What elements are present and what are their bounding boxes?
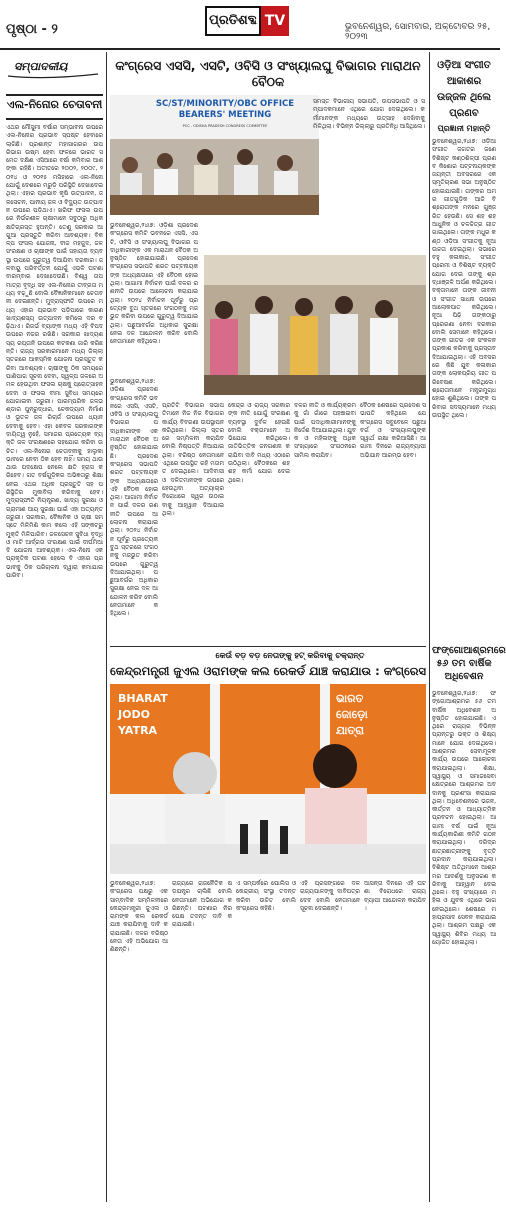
second-body-col2: ରାଜ୍ୟରେ ରାଜନୈତିକ ଷଡ଼ଯନ୍ତ୍ର ଚାଲିଛି ବୋଲି ନେତାମାନେ ଅଭିଯୋଗ କରିଛନ୍ତି। ଘଟଣାର ନିରପେକ୍ଷ ତଦନ୍ତ ଦାବି କରାଯାଇଛି।: [172, 880, 232, 929]
lead-banner-sub: PCC - ODISHA PRADESH CONGRESS COMMITTEE: [182, 124, 268, 128]
bharat-word-5: ଜୋଡ଼ୋ: [336, 708, 368, 721]
right-top-byline: ପ୍ରଜ୍ଞାନୀ ମହାନ୍ତି: [437, 124, 491, 133]
lead-body-col1b: ଭୁବନେଶ୍ୱର,୨୪ା୭: ଓଡ଼ିଶା ପ୍ରଦେଶ କଂଗ୍ରେସ କମିଟି ଭବନରେ ଏସସି, ଏସଟି, ଓବିସି ଓ ସଂଖ୍ୟାଲଘୁ ବିଭାଗର ପଦାଧିକାରୀଙ୍କ ଏକ ମାରାଥନ ବୈଠକ ଅନୁଷ୍ଠିତ ହୋଇଯାଇଛି। ପ୍ରଦେଶ କଂଗ୍ରେସ ସଭାପତି ଶରତ ପଟ୍ଟନାୟକଙ୍କ ଅଧ୍ୟକ୍ଷତାରେ ଏହି ବୈଠକ ହୋଇଥିଲା। ଆଗାମୀ ନିର୍ବାଚନ ପାଇଁ ଦଳର ରଣନୀତି ଉପରେ ଆଲୋଚନା କରାଯାଇଥିଲା। ୨୦୨୪ ନିର୍ବାଚନ ପୂର୍ବରୁ ପ୍ରତ୍ୟେକ ବୁଥ ସ୍ତରରେ ସଂଗଠନକୁ ମଜଭୁତ କରିବା ଉପରେ ଗୁରୁତ୍ୱ ଦିଆଯାଇଥିଲା। ପଛୁଆବର୍ଗର ଅଧିକାର ସୁରକ୍ଷା ନେଇ ଦଳ ଆନ୍ଦୋଳନ କରିବ ବୋଲି ନେତାମାନେ କହିଥିଲେ।: [110, 378, 158, 618]
right-mid-headline: ଫଙ୍ଗୋଆଶ୍ରମରେ ୫୬ ତମ ବାର୍ଷିକ ଅଧିବେଶନ: [432, 645, 506, 682]
bharat-word-3: YATRA: [118, 724, 158, 737]
editorial-body: ଏଥର ମୌସୁମୀ ବର୍ଷାର ସମ୍ଭାବନା ଉପରେ ଏଲ-ନିନୋର ପ୍ରଭାବ ସ୍ପଷ୍ଟ ହେବାରେ ଲାଗିଛି। ପ୍ରଶାନ୍ତ ମହାସାଗରର ଉପରିଭାଗ ଉଷ୍ମ ହେବା ଫଳରେ ଭାରତ ସମେତ ଦକ୍ଷିଣ ଏସିଆରେ ବର୍ଷା କମିବାର ଆଶଙ୍କା ରହିଛି। ଅତୀତରେ ୨୦୦୨, ୨୦୦୯, ୨୦୧୪ ଓ ୨୦୧୫ ମସିହାରେ ଏଲ-ନିନୋ ଯୋଗୁଁ ଦେଶରେ ମରୁଡ଼ି ପରିସ୍ଥିତି ଦେଖାଦେଇଥିଲା। ଏହାର ପ୍ରଭାବ କୃଷି ଉତ୍ପାଦନ, ଜଳସେଚନ, ପାନୀୟ ଜଳ ଓ ବିଦ୍ୟୁତ ଉତ୍ପାଦନ ଉପରେ ପଡ଼ିଥାଏ। ଖରିଫ ଫସଲ ଉପରେ ନିର୍ଭରଶୀଳ ଚାଷୀମାନେ ସବୁଠାରୁ ଅଧିକ କ୍ଷତିଗ୍ରସ୍ତ ହୁଅନ୍ତି। ତେଣୁ ସରକାର ଆଗୁଆ ପ୍ରସ୍ତୁତି କରିବା ଆବଶ୍ୟକ। ବିକଳ୍ପ ଫସଲ ଯୋଜନା, ବୀଜ ମହଜୁଦ, ଜଳ ସଂରକ୍ଷଣ ଓ ଚାଷୀଙ୍କ ପାଇଁ ସହାୟତା ବ୍ୟବସ୍ଥା ଉପରେ ଗୁରୁତ୍ୱ ଦିଆଯିବା ଦରକାର। ଜଳବାୟୁ ପରିବର୍ତ୍ତନ ଯୋଗୁଁ ଏଭଳି ଘଟଣା ବାରମ୍ବାର ଦେଖାଦେଉଛି। ବିଶ୍ୱ ତାପମାତ୍ରା ବୃଦ୍ଧି ସହ ଏଲ-ନିନୋର ତୀବ୍ରତା ମଧ୍ୟ ବଢ଼ୁଛି ବୋଲି ବୈଜ୍ଞାନିକମାନେ ଚେତାବନୀ ଦେଇଛନ୍ତି। ମୁଦ୍ରାସ୍ଫୀତି ଉପରେ ମଧ୍ୟ ଏହାର ପ୍ରଭାବ ପଡ଼ିପାରେ କାରଣ ଖାଦ୍ୟଶସ୍ୟ ଉତ୍ପାଦନ କମିଲେ ଦର ବଢ଼ିଥାଏ। ରିଜର୍ଭ ବ୍ୟାଙ୍କ ମଧ୍ୟ ଏହି ବିପଦ ଉପରେ ନଜର ରଖିଛି। ସରକାର ଖାଦ୍ୟଶସ୍ୟ ରପ୍ତାନି ଉପରେ କଟକଣା ଜାରି କରିଛନ୍ତି। ରାଜ୍ୟ ସରକାରମାନେ ମଧ୍ୟ ଜିଲ୍ଲା ସ୍ତରରେ ଆକସ୍ମିକ ଯୋଜନା ପ୍ରସ୍ତୁତ କରିବା ଆବଶ୍ୟକ। ଚାଷୀଙ୍କୁ ଠିକ ସମୟରେ ପାଣିପାଗ ସୂଚନା ଦେବା, ସ୍ୱଳ୍ପ ଜଳରେ ଅମଳ ହେଉଥିବା ଫସଲ ଚାଷକୁ ପ୍ରୋତ୍ସାହନ ଦେବା ଓ ଫସଲ ବୀମା ସୁବିଧା ସମୟରେ ଯୋଗାଇବା ଜରୁରୀ। ପାରମ୍ପରିକ ଜଳଭଣ୍ଡାର ପୁନରୁଦ୍ଧାର, ଚେକଡ୍ୟାମ ନିର୍ମାଣ ଓ ଭୂତଳ ଜଳ ରିଚାର୍ଜ ଉପରେ ଧ୍ୟାନ ଦେବାକୁ ହେବ। ଏହା କେବଳ ସରକାରଙ୍କ ଦାୟିତ୍ୱ ନୁହେଁ, ସମାଜର ପ୍ରତ୍ୟେକ ବ୍ୟକ୍ତି ଜଳ ସଂରକ୍ଷଣରେ ସହଯୋଗ କରିବା ଉଚିତ। ଏଲ-ନିନୋର ଚେତାବନୀକୁ ହାଲୁକା ଭାବରେ ନେବା ଠିକ ହେବ ନାହିଁ। ସମୟ ଥାଉ ଥାଉ ପଦକ୍ଷେପ ନେଲେ କ୍ଷତି ହ୍ରାସ କରିହେବ। ଗତ ବର୍ଷଗୁଡ଼ିକର ଅଭିଜ୍ଞତାରୁ ଶିକ୍ଷା ନେଇ ଏଥର ଅଧିକ ପ୍ରସ୍ତୁତି ସହ ପରିସ୍ଥିତିର ମୁକାବିଲା କରିବାକୁ ହେବ। ମୁଦ୍ରାସ୍ଫୀତି ନିୟନ୍ତ୍ରଣ, ଖାଦ୍ୟ ସୁରକ୍ଷା ଓ ଗ୍ରାମୀଣ ଆୟ ସୁରକ୍ଷା ପାଇଁ ଏହା ଅତ୍ୟନ୍ତ ଜରୁରୀ। ସରକାର, ବୈଜ୍ଞାନିକ ଓ ଚାଷୀ ସମସ୍ତେ ମିଳିମିଶି କାମ କଲେ ଏହି ସଙ୍କଟରୁ ମୁକ୍ତି ମିଳିପାରିବ। ଜଳସେଚନ ସୁବିଧା ବୃଦ୍ଧି ଓ ମାଟି ଆର୍ଦ୍ରତା ସଂରକ୍ଷଣ ପାଇଁ ଦୀର୍ଘମିଆଦି ଯୋଜନା ଆବଶ୍ୟକ। ଏଲ-ନିନୋ ଏକ ପ୍ରାକୃତିକ ଘଟଣା ହେଲେ ବି ଏହାର ପ୍ରଭାବକୁ ଠିକ ପରିଚାଳନା ଦ୍ୱାରା କମାଯାଇପାରିବ।: [6, 124, 103, 580]
logo-tv: TV: [261, 6, 289, 36]
logo: [205, 6, 289, 36]
second-photo-scene: [110, 684, 426, 874]
bharat-word-6: ଯାତ୍ରା: [336, 724, 364, 737]
right-top-headline: ଓଡ଼ିଆ ସଂଗୀତ ଆକାଶର ଉଜ୍ଜଳ ଥିଲେ ପ୍ରଣବ: [436, 60, 492, 119]
column-divider-right: [429, 52, 430, 1202]
editorial-title: [6, 94, 103, 120]
section-divider: [110, 646, 426, 647]
lead-body-col1: ଭୁବନେଶ୍ୱର,୨୪ା୭: ଓଡ଼ିଶା ପ୍ରଦେଶ କଂଗ୍ରେସ କମିଟି ଭବନରେ ଏସସି, ଏସଟି, ଓବିସି ଓ ସଂଖ୍ୟାଲଘୁ ବିଭାଗର ପଦାଧିକାରୀଙ୍କ ଏକ ମାରାଥନ ବୈଠକ ଅନୁଷ୍ଠିତ ହୋଇଯାଇଛି। ପ୍ରଦେଶ କଂଗ୍ରେସ ସଭାପତି ଶରତ ପଟ୍ଟନାୟକଙ୍କ ଅଧ୍ୟକ୍ଷତାରେ ଏହି ବୈଠକ ହୋଇଥିଲା। ଆଗାମୀ ନିର୍ବାଚନ ପାଇଁ ଦଳର ରଣନୀତି ଉପରେ ଆଲୋଚନା କରାଯାଇଥିଲା। ୨୦୨୪ ନିର୍ବାଚନ ପୂର୍ବରୁ ପ୍ରତ୍ୟେକ ବୁଥ ସ୍ତରରେ ସଂଗଠନକୁ ମଜଭୁତ କରିବା ଉପରେ ଗୁରୁତ୍ୱ ଦିଆଯାଇଥିଲା। ପଛୁଆବର୍ଗର ଅଧିକାର ସୁରକ୍ଷା ନେଇ ଦଳ ଆନ୍ଦୋଳନ କରିବ ବୋଲି ନେତାମାନେ କହିଥିଲେ।: [110, 222, 198, 346]
bharat-word-1: BHARAT: [118, 692, 168, 705]
logo-word: ପ୍ରତିଶବ୍ଦ: [205, 6, 261, 36]
editorial-title-text: ଏଲ-ନିନୋର ଚେତାବନୀ: [6, 98, 103, 111]
lead-photo-audience: [204, 255, 426, 395]
editorial-kicker: [6, 58, 102, 80]
lead-body-col3: କେନ୍ଦ୍ର ଓ ରାଜ୍ୟ ସରକାରଙ୍କ ନୀତି ଯୋଗୁଁ ସଂରକ୍ଷଣ ବ୍ୟବସ୍ଥା ଦୁର୍ବଳ ହେଉଛି ବୋଲି ବକ୍ତାମାନେ ଅଭିଯୋଗ କରିଥିଲେ। ଜାତିଭିତ୍ତିକ ଜନଗଣନା କରାଯିବା ଦାବି ମଧ୍ୟ ଏଠାରେ ଉଠିଥିଲା। ବୈଠକରେ ଶହ ଶହ କର୍ମୀ ଯୋଗ ଦେଇଥିଲେ।: [228, 402, 290, 484]
second-headline: କେନ୍ଦ୍ରମନ୍ତ୍ରୀ ଜୁଏଲ ଓରାମଙ୍କ କଲ ରେକର୍ଡ ଯାଞ୍ଚ କରାଯାଉ : କଂଗ୍ରେସ: [110, 664, 426, 678]
lead-body-col4: ଦଳର ନୀତି ଓ କାର୍ଯ୍ୟକ୍ରମକୁ ଗାଁ ଗାଁରେ ପହଞ୍ଚାଇବା ପାଇଁ ପଦାଧିକାରୀମାନଙ୍କୁ ନିର୍ଦ୍ଦେଶ ଦିଆଯାଇଥିଲା। ଯୁବକ ଓ ମହିଳାଙ୍କୁ ଅଧିକ ସଂଖ୍ୟାରେ ସଂଗଠନରେ ସାମିଲ କରାଯିବ।: [294, 402, 356, 459]
lead-body-col2: ପ୍ରତିଟି ବିଭାଗର ସଭାପତିମାନେ ନିଜ ନିଜ ବିଭାଗର କାର୍ଯ୍ୟ ବିବରଣୀ ଉପସ୍ଥାପନ କରିଥିଲେ। ଜିଲ୍ଲା ସ୍ତରରେ ସମ୍ମିଳନୀ କରାଯିବ ବୋଲି ନିଷ୍ପତ୍ତି ନିଆଯାଇଥିଲା। ବରିଷ୍ଠ ନେତାମାନେ ଏଥିରେ ଉପସ୍ଥିତ ରହି ମତାମତ ଦେଇଥିଲେ। ଆଦିବାସୀ ଓ ଦଳିତମାନଙ୍କ ଉପରେ ହେଉଥିବା ଅତ୍ୟାଚାର ବିରୋଧରେ ସ୍ୱର ଉଠାଇବାକୁ ଆହ୍ୱାନ ଦିଆଯାଇଥିଲା।: [162, 402, 224, 517]
masthead: [0, 0, 500, 50]
second-body-col3: ଏ ସମ୍ପର୍କରେ ପୋଲିସ ଓ କେନ୍ଦ୍ରୀୟ ସଂସ୍ଥା ତଦନ୍ତ କରିବା ଉଚିତ ବୋଲି କଂଗ୍ରେସ କହିଛି।: [236, 880, 296, 912]
second-photo-press: [110, 684, 426, 874]
lead-headline: କଂଗ୍ରେସ ଏସସି, ଏସଟି, ଓବିସି ଓ ସଂଖ୍ୟାଲଘୁ ବିଭାଗର ମାରାଥନ ବୈଠକ: [115, 58, 421, 89]
second-body-col4: ଏହି ପ୍ରସଙ୍ଗରେ ଦଳ ରାଜ୍ୟପାଳଙ୍କୁ ଦାବିପତ୍ର ଦେବ ବୋଲି ନେତାମାନେ ସୂଚନା ଦେଇଛନ୍ତି।: [300, 880, 360, 912]
lead-photo-audience-scene: [204, 255, 426, 395]
right-top-body: ଭୁବନେଶ୍ୱର,୨୪ା୭: ଓଡ଼ିଆ ସଂଗୀତ ଜଗତର ଜଣେ ବିଶିଷ୍ଟ କଣ୍ଠଶିଳ୍ପୀ ପ୍ରଣବ କିଶୋର ପଟ୍ଟନାୟକଙ୍କ ଜୟନ୍ତୀ ଅବସରରେ ଏକ ସ୍ମୃତିଚାରଣ ସଭା ଅନୁଷ୍ଠିତ ହୋଇଯାଇଛି। ତାଙ୍କର ଅମର ଗୀତଗୁଡ଼ିକ ଆଜି ବି ଶ୍ରୋତାଙ୍କ ମନରେ ଗୁଞ୍ଜରିତ ହେଉଛି। ସେ ଶହ ଶହ ଆଧୁନିକ ଓ ଚଳଚ୍ଚିତ୍ର ଗୀତ ଗାଇଥିଲେ। ତାଙ୍କ ମଧୁର କଣ୍ଠ ଓଡ଼ିଆ ସଂଗୀତକୁ ନୂଆ ଉଚ୍ଚତା ଦେଇଥିଲା। ସଭାରେ ବହୁ କଳାକାର, ସଂଗୀତପ୍ରେମୀ ଓ ବିଶିଷ୍ଟ ବ୍ୟକ୍ତି ଯୋଗ ଦେଇ ତାଙ୍କୁ ଶ୍ରଦ୍ଧାଞ୍ଜଳି ଅର୍ପଣ କରିଥିଲେ। ବକ୍ତାମାନେ ତାଙ୍କ ଜୀବନୀ ଓ ସଂଗୀତ ସାଧନା ଉପରେ ଆଲୋକପାତ କରିଥିଲେ। ନୂଆ ପିଢ଼ି ତାଙ୍କଠାରୁ ପ୍ରେରଣା ନେବା ଦରକାର ବୋଲି ସେମାନେ କହିଥିଲେ। ତାଙ୍କ ଗୀତର ଏକ ସଂକଳନ ପ୍ରକାଶ କରିବାକୁ ପ୍ରସ୍ତାବ ଦିଆଯାଇଥିଲା। ଏହି ଅବସରରେ କିଛି ଯୁବ କଳାକାର ତାଙ୍କ ଲୋକପ୍ରିୟ ଗୀତ ପରିବେଷଣ କରିଥିଲେ। ଶ୍ରୋତାମାନେ ମନ୍ତ୍ରମୁଗ୍ଧ ହୋଇ ଶୁଣିଥିଲେ। ତାଙ୍କ ପରିବାର ସଦସ୍ୟମାନେ ମଧ୍ୟ ଉପସ୍ଥିତ ଥିଲେ।: [432, 138, 496, 419]
lead-body-col5: ବୈଠକ ଶେଷରେ ପ୍ରଦେଶ ସଭାପତି କହିଥିଲେ ଯେ କଂଗ୍ରେସ ସବୁବେଳେ ପଛୁଆବର୍ଗ ଓ ସଂଖ୍ୟାଲଘୁଙ୍କ ସ୍ୱାର୍ଥ ରକ୍ଷା କରିଆସିଛି। ଆଗାମୀ ଦିନରେ ରାଜ୍ୟବ୍ୟାପୀ ଅଭିଯାନ ଆରମ୍ଭ ହେବ।: [360, 402, 426, 459]
dateline: ଭୁବନେଶ୍ୱର, ସୋମବାର, ଅକ୍ଟୋବର ୨୫, ୨୦୨୩: [345, 22, 491, 42]
second-kicker: କେଉଁ ବଡ଼ ବଡ଼ ନେତାଙ୍କୁ ହଟ୍ କରିବାକୁ ଚକ୍ରାନ୍ତ: [215, 651, 365, 660]
second-body-col5: ଆସନ୍ତା ଦିନରେ ଏହି ଘଟଣା ବିରୋଧରେ ରାଜ୍ୟବ୍ୟାପୀ ଆନ୍ଦୋଳନ କରାଯିବ।: [364, 880, 426, 912]
bharat-word-2: JODO: [118, 708, 150, 721]
bharat-word-4: ଭାରତ: [336, 692, 364, 705]
lead-banner-text: SC/ST/MINORITY/OBC OFFICE BEARERS' MEETING: [155, 99, 295, 120]
page-number: ପୃଷ୍ଠା - ୨: [6, 22, 58, 37]
lead-photo-meeting: [110, 95, 319, 215]
second-body-col1: ଭୁବନେଶ୍ୱର,୨୪ା୭: କଂଗ୍ରେସ ପକ୍ଷରୁ ଏକ ସାମ୍ବାଦିକ ସମ୍ମିଳନୀରେ କେନ୍ଦ୍ରମନ୍ତ୍ରୀ ଜୁଏଲ ଓରାମଙ୍କ କଲ ରେକର୍ଡ ଯାଞ୍ଚ କରାଯିବାକୁ ଦାବି କରାଯାଇଛି। ଦଳର ବରିଷ୍ଠ ନେତା ଏହି ଅଭିଯୋଗ ଆଣିଛନ୍ତି।: [110, 880, 168, 954]
editorial-kicker-text: ସମ୍ପାଦକୀୟ: [14, 60, 68, 73]
right-mid-body: ଭୁବନେଶ୍ୱର,୨୪ା୭: ଫଙ୍ଗୋଆଶ୍ରମର ୫୬ ତମ ବାର୍ଷିକ ଅଧିବେଶନ ଅନୁଷ୍ଠିତ ହୋଇଯାଇଛି। ଏଥିରେ ରାଜ୍ୟର ବିଭିନ୍ନ ପ୍ରାନ୍ତରୁ ଭକ୍ତ ଓ ଶିଷ୍ୟମାନେ ଯୋଗ ଦେଇଥିଲେ। ଆଶ୍ରମର ସେବାମୂଳକ କାର୍ଯ୍ୟ ଉପରେ ଆଲୋଚନା କରାଯାଇଥିଲା। ଶିକ୍ଷା, ସ୍ୱାସ୍ଥ୍ୟ ଓ ସମାଜସେବା କ୍ଷେତ୍ରରେ ଆଶ୍ରମର ଅବଦାନକୁ ପ୍ରଶଂସା କରାଯାଇଥିଲା। ଅଧିବେଶନରେ ଭଜନ, କୀର୍ତ୍ତନ ଓ ଆଧ୍ୟାତ୍ମିକ ପ୍ରବଚନ ହୋଇଥିଲା। ଆଗାମୀ ବର୍ଷ ପାଇଁ ନୂଆ କାର୍ଯ୍ୟକାରିଣୀ କମିଟି ଗଠନ କରାଯାଇଥିଲା। ଦରିଦ୍ର ଛାତ୍ରଛାତ୍ରୀଙ୍କୁ ବୃତ୍ତି ପ୍ରଦାନ କରାଯାଇଥିଲା। ବିଶିଷ୍ଟ ଅତିଥିମାନେ ଆଶ୍ରମର ଆଦର୍ଶକୁ ଅନୁସରଣ କରିବାକୁ ଆହ୍ୱାନ ଦେଇଥିଲେ। ବହୁ ସଂଖ୍ୟାରେ ମହିଳା ଓ ଯୁବକ ଏଥିରେ ଭାଗ ନେଇଥିଲେ। ଶେଷରେ ମହାପ୍ରସାଦ ସେବନ କରାଯାଇଥିଲା। ଆଶ୍ରମ ପକ୍ଷରୁ ଏକ ସ୍ୱାସ୍ଥ୍ୟ ଶିବିର ମଧ୍ୟ ଆୟୋଜିତ ହୋଇଥିଲା।: [432, 690, 496, 946]
lead-body-col6: ସମସ୍ତ ବିଭାଗୀୟ ସଭାପତି, ଉପସଭାପତି ଓ ସମ୍ପାଦକମାନେ ଏଥିରେ ଯୋଗ ଦେଇଥିଲେ। କର୍ମୀମାନଙ୍କ ମଧ୍ୟରେ ଉତ୍ସାହ ଦେଖିବାକୁ ମିଳିଥିଲା। ବିଭିନ୍ନ ଜିଲ୍ଲାରୁ ପ୍ରତିନିଧି ଆସିଥିଲେ।: [313, 98, 425, 130]
column-divider: [106, 52, 107, 1202]
